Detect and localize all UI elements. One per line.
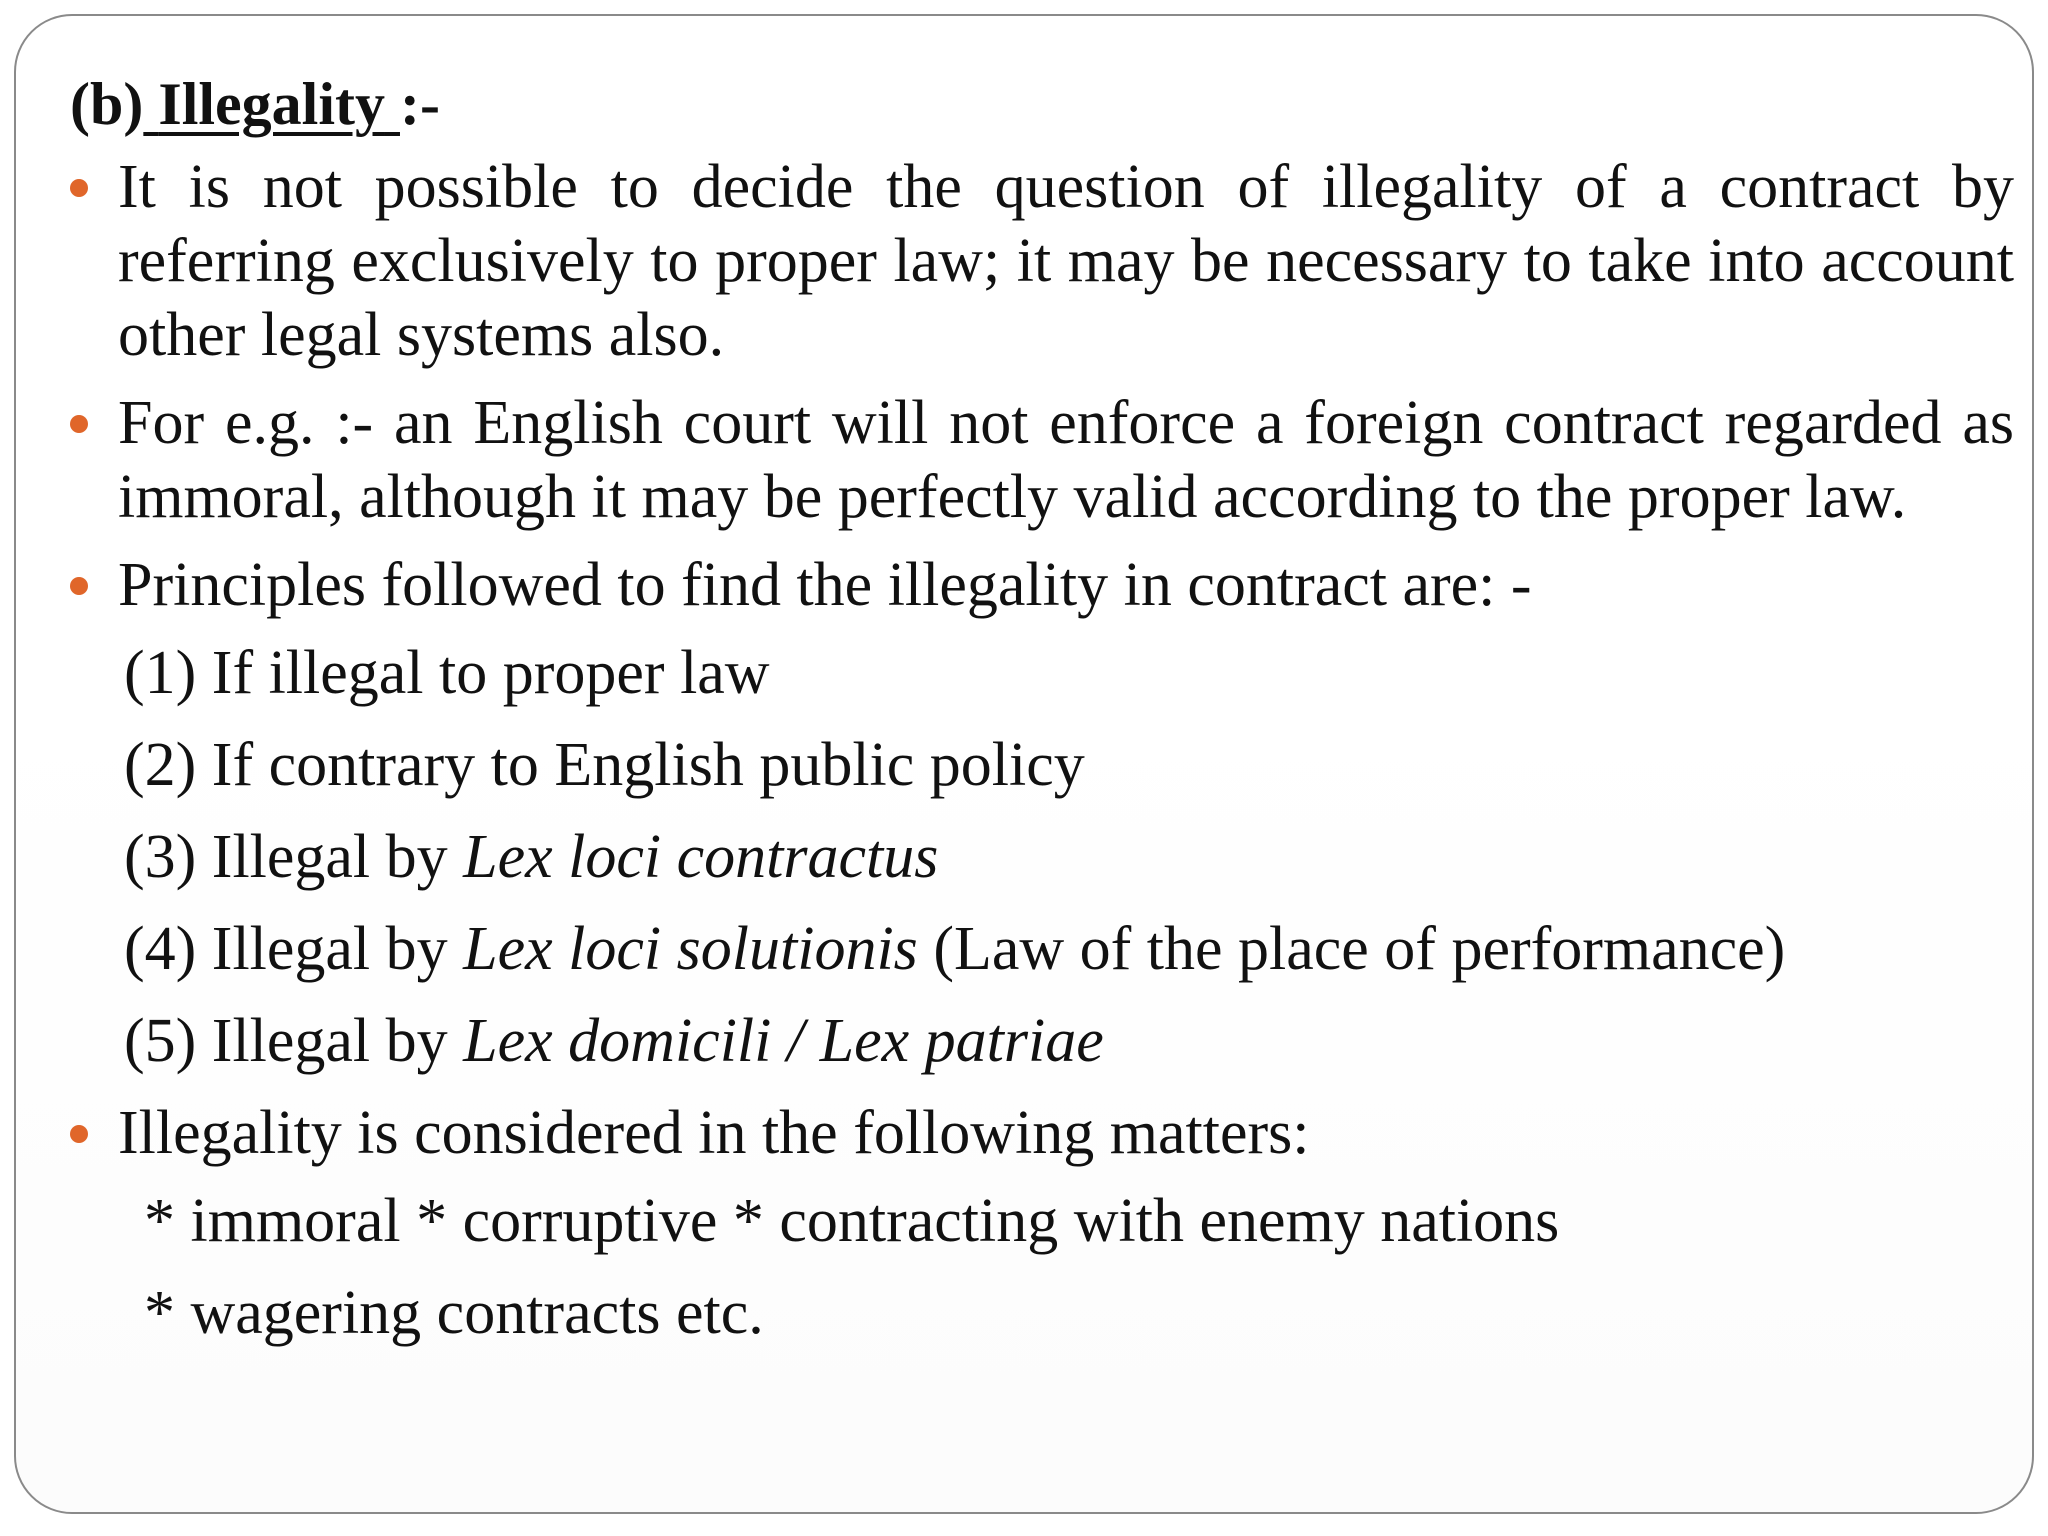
bullet-dot-icon (70, 577, 88, 595)
bullet-text: It is not possible to decide the question of illegality of a contract by referring exclusively to proper law; it may be necessary to take into account other legal systems also. (118, 153, 2014, 369)
matter-line: * wagering contracts etc. (144, 1279, 764, 1347)
slide-heading (70, 68, 2014, 140)
bullet-item (56, 150, 2014, 372)
slide-frame (14, 14, 2034, 1514)
bullet-text: Illegality is considered in the following matters: (118, 1099, 1310, 1167)
heading-title: Illegality (158, 71, 385, 137)
principle-item: (2) If contrary to English public policy (124, 731, 1085, 799)
bullet-dot-icon (70, 1125, 88, 1143)
slide-content (56, 68, 2014, 1368)
bullet-item (56, 548, 2014, 622)
principle-item: (4) Illegal by Lex loci solutionis (Law of the place of performance) (124, 915, 1786, 983)
heading-suffix: :- (399, 71, 440, 137)
bullet-item (56, 1096, 2014, 1170)
bullet-item (56, 386, 2014, 534)
bullet-dot-icon (70, 415, 88, 433)
bullet-text: For e.g. :- an English court will not enforce a foreign contract regarded as immoral, although it may be perfectly valid according to the proper law. (118, 389, 2014, 531)
bullet-dot-icon (70, 179, 88, 197)
principle-item: (3) Illegal by Lex loci contractus (124, 823, 939, 891)
latin-term: Lex domicili / Lex patriae (463, 1007, 1104, 1075)
matter-line: * immoral * corruptive * contracting with enemy nations (144, 1187, 1560, 1255)
principle-item: (5) Illegal by Lex domicili / Lex patriae (124, 1007, 1104, 1075)
heading-prefix: (b) (70, 71, 144, 137)
latin-term: Lex loci contractus (463, 823, 939, 891)
bullet-text: Principles followed to find the illegality in contract are: - (118, 551, 1532, 619)
principle-item: (1) If illegal to proper law (124, 639, 770, 707)
latin-term: Lex loci solutionis (463, 915, 918, 983)
